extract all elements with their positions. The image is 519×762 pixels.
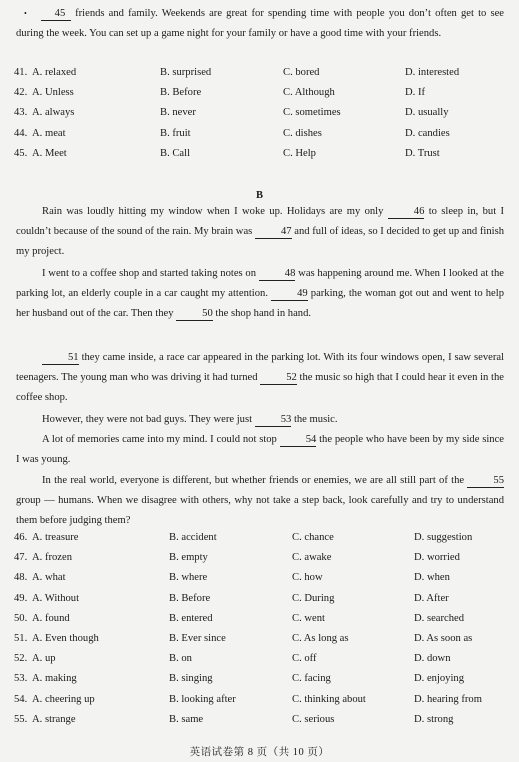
- option-row: [14, 593, 504, 613]
- option-a: A. found: [32, 612, 70, 624]
- option-a: A. cheering up: [32, 693, 95, 705]
- option-c: C. dishes: [283, 127, 322, 139]
- option-row: [14, 148, 504, 168]
- option-row: [14, 673, 504, 693]
- question-number: 46.: [14, 532, 28, 543]
- option-d: D. If: [405, 87, 426, 99]
- option-b: B. accident: [169, 532, 217, 543]
- option-c: C. Although: [283, 87, 335, 99]
- p2-text-d: the shop hand in hand.: [215, 308, 312, 319]
- option-row: [14, 714, 504, 734]
- p1-text-c: and full of ideas, so I decided to get up and finish my project.: [16, 226, 505, 257]
- option-d: D. As soon as: [414, 633, 473, 644]
- option-c: C. bored: [283, 67, 320, 78]
- question-number: 49.: [14, 592, 28, 604]
- p4-text-b: the music.: [293, 414, 338, 425]
- p1-text-a: Rain was loudly hitting my window when I woke up. Holidays are my only: [42, 206, 384, 217]
- option-a: A. Without: [32, 592, 80, 604]
- p3-text-b: the music so high that I could hear it even in the coffee shop.: [16, 372, 504, 403]
- question-number: 55.: [14, 713, 28, 725]
- option-a: A. frozen: [32, 552, 73, 564]
- p3-text-a: they came inside, a race car appeared in the parking lot. With its four windows open, I saw several teenagers. The young man who was driving it had turned: [16, 352, 504, 383]
- option-d: D. strong: [414, 713, 454, 725]
- option-row: [14, 653, 504, 673]
- option-a: A. Unless: [32, 87, 74, 99]
- question-number: 45.: [14, 147, 28, 159]
- question-number: 50.: [14, 612, 28, 624]
- question-number: 41.: [14, 67, 28, 78]
- p5-text-a: A lot of memories came into my mind. I could not stop: [42, 434, 277, 445]
- blank-51: 51: [42, 351, 79, 365]
- blank-52: 52: [260, 371, 297, 385]
- p4-text-a: However, they were not bad guys. They were just: [42, 414, 253, 425]
- blank-49: 49: [271, 287, 308, 301]
- p2-text-a: I went to a coffee shop and started taking notes on: [42, 268, 257, 279]
- option-d: D. interested: [405, 67, 460, 78]
- option-a: A. meat: [32, 127, 66, 139]
- option-d: D. enjoying: [414, 673, 465, 685]
- option-d: D. when: [414, 572, 450, 584]
- option-a: A. always: [32, 107, 75, 119]
- option-d: D. usually: [405, 107, 449, 119]
- option-b: B. looking after: [169, 693, 236, 705]
- blank-47: 47: [255, 225, 292, 239]
- option-b: B. same: [169, 713, 204, 725]
- option-b: B. entered: [169, 612, 213, 624]
- option-c: C. went: [292, 612, 325, 624]
- option-row: [14, 107, 504, 127]
- option-a: A. what: [32, 572, 66, 584]
- option-d: D. Trust: [405, 147, 440, 159]
- p2-text-b: was happening around me. When I looked at the parking lot, an elderly couple in a car caught my attention.: [16, 268, 504, 299]
- option-d: D. After: [414, 592, 449, 604]
- blank-54: 54: [280, 433, 317, 447]
- question-number: 44.: [14, 127, 28, 139]
- question-number: 48.: [14, 572, 28, 584]
- p2-text-c: parking, the woman got out and went to help her husband out of the car. Then they: [16, 288, 504, 319]
- option-a: A. Even though: [32, 633, 99, 644]
- option-row: [14, 694, 504, 714]
- option-d: D. worried: [414, 552, 460, 564]
- option-b: B. Ever since: [169, 633, 226, 644]
- question-number: 54.: [14, 693, 28, 705]
- passage-a-text: friends and family. Weekends are great for spending time with people you don’t often get to see during the week. You can set up a game night for your family or have a good time with your friends.: [16, 8, 504, 39]
- option-c: C. Help: [283, 147, 316, 159]
- option-row: [14, 552, 504, 572]
- p6-text-b: group — humans. When we disagree with others, why not take a step back, look carefully and try to understand them before judging them?: [16, 495, 504, 526]
- option-c: C. awake: [292, 552, 332, 564]
- blank-55: 55: [467, 474, 504, 488]
- option-d: D. candies: [405, 127, 450, 139]
- option-c: C. During: [292, 592, 335, 604]
- passage-b-p3: [16, 348, 504, 408]
- option-b: B. empty: [169, 552, 208, 564]
- option-c: C. chance: [292, 532, 334, 543]
- passage-b-p1: [16, 202, 504, 262]
- option-row: [14, 87, 504, 107]
- option-a: A. Meet: [32, 147, 67, 159]
- option-b: B. never: [160, 107, 196, 119]
- option-c: C. off: [292, 653, 317, 665]
- option-a: A. making: [32, 673, 77, 685]
- option-a: A. up: [32, 653, 56, 665]
- p5-text-b: the people who have been by my side since I was young.: [16, 434, 505, 465]
- option-b: B. singing: [169, 673, 213, 685]
- option-row: [14, 532, 504, 552]
- question-number: 53.: [14, 673, 28, 685]
- option-row: [14, 128, 504, 148]
- section-b-title: B: [255, 190, 263, 201]
- option-b: B. Before: [160, 87, 202, 99]
- passage-b-p2: [16, 264, 504, 324]
- page-footer: 英语试卷第 8 页（共 10 页）: [189, 747, 330, 758]
- passage-a-ending: [16, 4, 504, 44]
- option-row: [14, 572, 504, 592]
- option-a: A. relaxed: [32, 67, 77, 78]
- passage-b-p5: [16, 430, 504, 470]
- option-b: B. where: [169, 572, 208, 584]
- question-number: 51.: [14, 633, 28, 644]
- option-c: C. facing: [292, 673, 331, 685]
- option-b: B. Before: [169, 592, 211, 604]
- option-c: C. As long as: [292, 633, 349, 644]
- option-d: D. suggestion: [414, 532, 473, 543]
- p6-text-a: In the real world, everyone is different, but whether friends or enemies, we are all still part of the: [42, 475, 465, 486]
- blank-50: 50: [176, 307, 213, 321]
- blank-46: 46: [388, 205, 425, 219]
- option-c: C. serious: [292, 713, 335, 725]
- option-b: B. surprised: [160, 67, 212, 78]
- option-c: C. how: [292, 572, 323, 584]
- blank-45: 45: [41, 7, 71, 21]
- question-number: 43.: [14, 107, 28, 119]
- option-d: D. hearing from: [414, 693, 482, 705]
- option-a: A. strange: [32, 713, 76, 725]
- option-row: [14, 613, 504, 633]
- question-number: 42.: [14, 87, 28, 99]
- option-d: D. searched: [414, 612, 464, 624]
- bullet-marker: •: [24, 9, 27, 18]
- option-row: [14, 633, 504, 653]
- option-a: A. treasure: [32, 532, 79, 543]
- blank-48: 48: [259, 267, 296, 281]
- question-number: 52.: [14, 653, 28, 665]
- blank-53: 53: [255, 413, 292, 427]
- option-c: C. thinking about: [292, 693, 366, 705]
- passage-b-p6: [16, 471, 504, 531]
- option-d: D. down: [414, 653, 451, 665]
- option-b: B. fruit: [160, 127, 191, 139]
- option-b: B. on: [169, 653, 192, 665]
- p1-text-b: to sleep in, but I couldn’t because of the sound of the rain. My brain was: [16, 206, 505, 237]
- passage-b-p4: [16, 410, 504, 430]
- option-c: C. sometimes: [283, 107, 341, 119]
- option-b: B. Call: [160, 147, 191, 159]
- question-number: 47.: [14, 552, 28, 564]
- option-row: [14, 67, 504, 87]
